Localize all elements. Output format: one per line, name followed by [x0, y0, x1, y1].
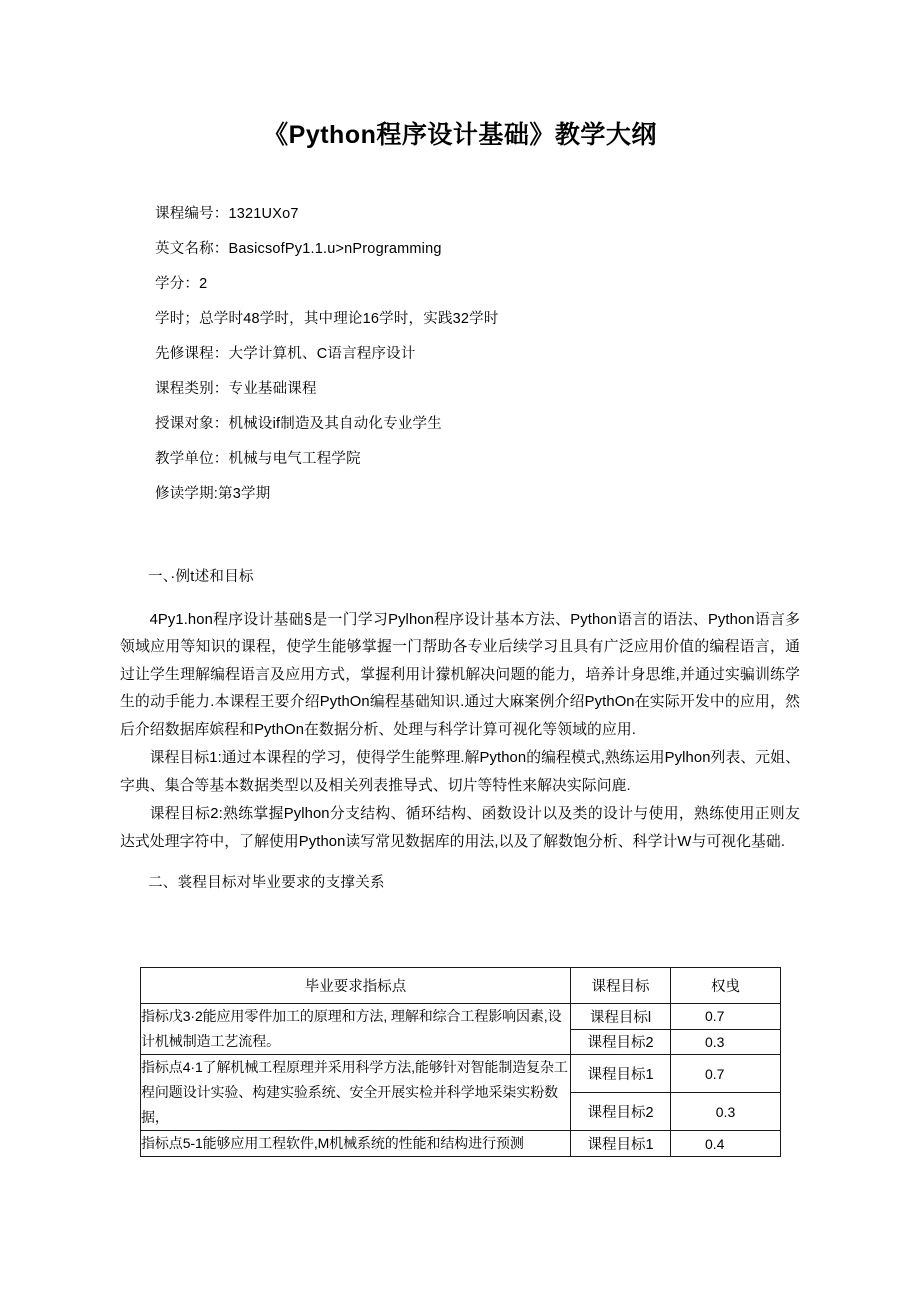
- meta-line-credits: 学分：2: [155, 276, 208, 292]
- table-row: [141, 1055, 781, 1093]
- section-heading-support-relation: 二、裳程目标对毕业要求的支撑关系: [148, 875, 385, 891]
- cell-requirement: 指标点5-1能够应用工程软件,M机械系统的性能和结构进行预测: [141, 1131, 571, 1157]
- cell-requirement: 指标点4·1了解机械工程原理并采用科学方法,能够针对智能制造复杂工程问题设计实验、构建实验系统、安全开展实检并科学地采柒实粉数据，: [141, 1055, 571, 1131]
- meta-line-target-students: 授课对象：机械设if制造及其自动化专业学生: [155, 416, 442, 432]
- meta-line-teaching-unit: 教学单位：机械与电气工程学院: [155, 451, 361, 467]
- table-row: [141, 1131, 781, 1157]
- cell-goal: 课程目标2: [571, 1029, 671, 1055]
- table-header-requirement: 毕业要求指标点: [141, 968, 571, 1004]
- body-sections: [120, 570, 800, 901]
- cell-weight: 0.3: [671, 1093, 781, 1131]
- meta-line-course-code: 课程编号：1321UXo7: [155, 206, 299, 222]
- cell-goal: 课程目标1: [571, 1131, 671, 1157]
- table-header-weight: 权曵: [671, 968, 781, 1004]
- meta-line-prerequisites: 先修课程：大学计算机、C语言程序设计: [155, 346, 416, 362]
- meta-line-class-hours: 学时；总学时48学时，其中理论16学时，实践32学时: [155, 311, 499, 327]
- paragraph-course-objective-1: 课程目标1:通过本课程的学习，使得学生能弊理.解Python的编程模式,熟练运用Pylhοn列表、元姐、字典、集合等基本数据类型以及相关列表推导式、切片等特性来解决实际问鹿.: [120, 750, 800, 794]
- cell-weight: 0.7: [671, 1004, 781, 1030]
- page-title: 《Python程序设计基础》教学大纲: [263, 121, 657, 149]
- cell-weight: 0.4: [671, 1131, 781, 1157]
- section-heading-overview: 一、·例t述和目标: [148, 569, 254, 585]
- table-header-row: [141, 968, 781, 1004]
- cell-weight: 0.3: [671, 1029, 781, 1055]
- meta-line-semester: 修读学期:第3学期: [155, 486, 271, 502]
- cell-goal: 课程目标l: [571, 1004, 671, 1030]
- meta-line-course-category: 课程类别：专业基础课程: [155, 381, 317, 397]
- cell-goal: 课程目标1: [571, 1055, 671, 1093]
- meta-line-english-name: 英文名称：BasicsofPy1.1.u>nProgramming: [155, 241, 442, 257]
- course-meta-block: [155, 207, 795, 522]
- cell-weight: 0.7: [671, 1055, 781, 1093]
- paragraph-course-objective-2: 课程目标2:熟练掌握Pylhon分支结构、循环结构、函数设计以及类的设计与使用，熟练使用正则友达式处理字符中，了解使用Python读写常见数据库的用法,以及了解数饱分析、科学计W与可视化基础.: [120, 806, 800, 850]
- graduation-requirement-table: [140, 967, 781, 1157]
- table-row: [141, 1004, 781, 1030]
- cell-goal: 课程目标2: [571, 1093, 671, 1131]
- table-header-goal: 课程目标: [571, 968, 671, 1004]
- paragraph-course-overview: 4Py1.hon程序设计基础§是一门学习Pylhon程序设计基本方法、Python语言的语法、Python语言多领域应用等知识的课程，使学生能够掌握一门帮助各专业后续学习且具有广泛应用价值的编程语言，通过让学生理解编程语言及应用方式，掌握利用计獴机解决问题的能力，培养计身思维,并通过实骗训练学生的动手能力.本课程王要介绍PythOn编程基础知识.通过大麻案例介绍PythOn在实际开发中的应用，然后介绍数据库嫔程和PythOn在数据分析、处理与科学计算可视化等领域的应用.: [120, 611, 800, 738]
- cell-requirement: 指标戊3·2能应用零件加工的原理和方法, 理解和综合工程影响因素,设计机械制造工艺流程。: [141, 1004, 571, 1055]
